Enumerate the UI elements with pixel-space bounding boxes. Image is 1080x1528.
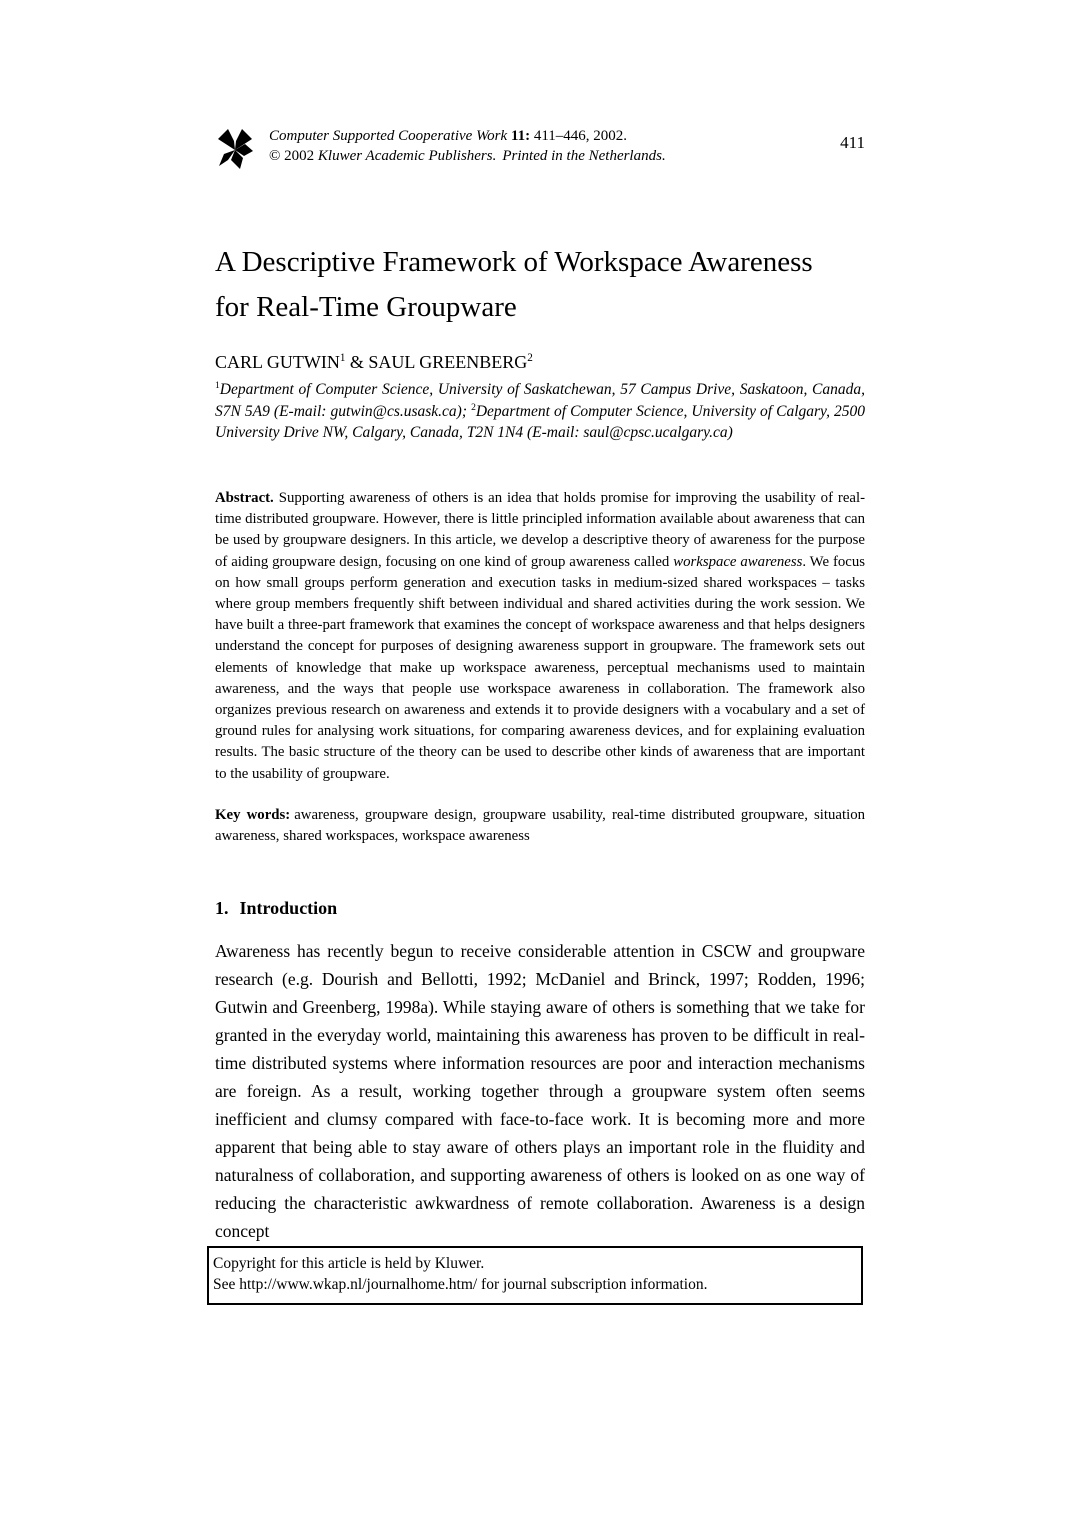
affiliation-2-mark: 2 xyxy=(471,401,476,413)
abstract-text-1: Supporting awareness of others is an idea that holds promise for improving the usability of real-time distributed groupware. However, there is little principled information available about awareness that can be used by groupware designers. In this article, we develop a descriptive theory of awareness for the purpose of aiding groupware design, focusing on one kind of group awareness called xyxy=(215,490,865,570)
section-1-title: Introduction xyxy=(239,898,338,918)
copyright-box-line2: See http://www.wkap.nl/journalhome.htm/ for journal subscription information. xyxy=(213,1276,708,1293)
copyright-box xyxy=(207,1246,863,1305)
section-1-number: 1. xyxy=(215,898,229,918)
printed-note: Printed in the Netherlands. xyxy=(502,148,666,164)
author-line xyxy=(215,352,865,373)
journal-pages: 411–446, 2002. xyxy=(533,128,628,144)
journal-citation-line1 xyxy=(269,126,666,146)
journal-volume: 11: xyxy=(507,128,534,144)
affiliation-1-mark: 1 xyxy=(215,379,220,391)
affiliation-block xyxy=(215,379,865,444)
abstract-label: Abstract. xyxy=(215,490,274,506)
author-1: CARL GUTWIN xyxy=(215,352,340,372)
keywords-paragraph xyxy=(215,805,865,847)
text-column xyxy=(215,0,865,1528)
copyright-prefix: © 2002 xyxy=(269,148,318,164)
author-separator: & xyxy=(345,352,369,372)
journal-header xyxy=(215,126,865,172)
affiliation-2-text: Department of Computer Science, University of Calgary, 2500 University Drive NW, Calgary, Canada, T2N 1N4 (E-mail: saul@cpsc.ucalgary.ca) xyxy=(215,402,865,441)
article-title-line1: A Descriptive Framework of Workspace Awareness xyxy=(215,246,813,278)
kluwer-logo-icon xyxy=(215,128,255,172)
abstract-text-2: . We focus on how small groups perform generation and execution tasks in medium-sized shared workspaces – tasks where group members frequently shift between individual and shared activities during the work session. We have built a three-part framework that examines the concept of workspace awareness and that helps designers understand the concept for purposes of designing awareness support in groupware. The framework sets out elements of knowledge that make up workspace awareness, perceptual mechanisms used to maintain awareness, and the ways that people use workspace awareness in collaboration. The framework also organizes previous research on awareness and extends it to provide designers with a vocabulary and a set of ground rules for analysing work situations, for comparing awareness devices, and for explaining evaluation results. The basic structure of the theory can be used to describe other kinds of awareness that are important to the usability of groupware. xyxy=(215,553,865,782)
publisher-name: Kluwer Academic Publishers. xyxy=(317,148,497,164)
author-1-affiliation-mark: 1 xyxy=(339,352,346,364)
section-1-paragraph: Awareness has recently begun to receive considerable attention in CSCW and groupware research (e.g. Dourish and Bellotti, 1992; McDaniel and Brinck, 1997; Rodden, 1996; Gutwin and Greenberg, 1998a). While staying aware of others is something that we take for granted in the everyday world, maintaining this awareness has proven to be difficult in real-time distributed systems where information resources are poor and interaction mechanisms are foreign. As a result, working together through a groupware system often seems inefficient and clumsy compared with face-to-face work. It is becoming more and more apparent that being able to stay aware of others plays an important role in the fluidity and naturalness of collaboration, and supporting awareness of others is looked on as one way of reducing the characteristic awkwardness of remote collaboration. Awareness is a design concept xyxy=(215,941,865,1241)
affiliation-1-text: Department of Computer Science, University of Saskatchewan, 57 Campus Drive, Saskatoon, Canada, S7N 5A9 (E-mail: gutwin@cs.usask.ca); xyxy=(215,381,865,420)
keywords-label: Key words: xyxy=(215,807,291,823)
article-title xyxy=(215,240,865,330)
author-2-affiliation-mark: 2 xyxy=(527,352,533,364)
article-title-line2: for Real-Time Groupware xyxy=(215,291,517,323)
page-number: 411 xyxy=(840,133,865,152)
journal-citation xyxy=(269,126,666,166)
keywords-text: awareness, groupware design, groupware usability, real-time distributed groupware, situation awareness, shared workspaces, workspace awareness xyxy=(215,807,865,845)
journal-title: Computer Supported Cooperative Work xyxy=(269,128,508,144)
abstract-italic-term: workspace awareness xyxy=(673,553,803,570)
copyright-box-line1: Copyright for this article is held by Kluwer. xyxy=(213,1255,485,1272)
abstract-paragraph xyxy=(215,488,865,785)
author-2: SAUL GREENBERG xyxy=(368,352,528,372)
section-1-heading xyxy=(215,898,865,919)
journal-citation-line2 xyxy=(269,146,666,166)
